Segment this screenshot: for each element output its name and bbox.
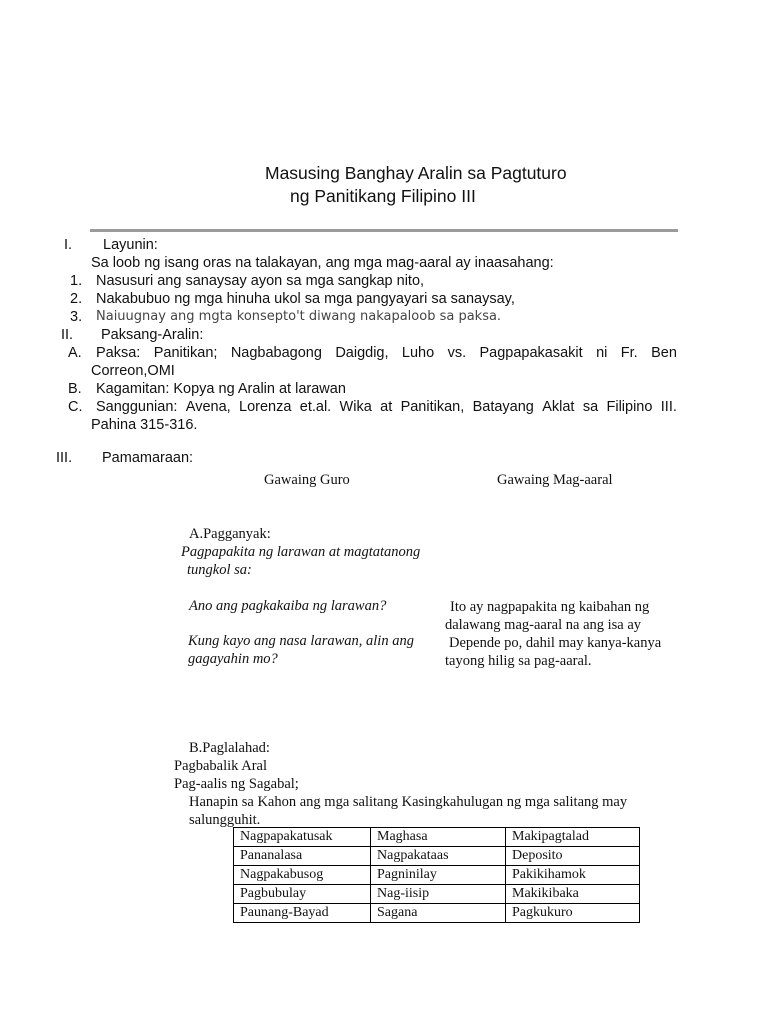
sanggunian-word: Avena,: [185, 399, 231, 415]
sanggunian-word: Aklat: [542, 399, 575, 415]
table-cell: Sagana: [371, 904, 506, 923]
student-answer: dalawang mag-aaral na ang isa ay: [445, 617, 642, 633]
item-letter: A.: [68, 345, 82, 361]
student-answer: Depende po, dahil may kanya-kanya: [449, 635, 662, 651]
pagganyak-question: Ano ang pagkakaiba ng larawan?: [189, 598, 387, 614]
objective-number: 3.: [70, 309, 83, 325]
objective-number: 1.: [70, 273, 83, 289]
table-row: [234, 885, 640, 904]
table-cell: Pakikihamok: [506, 866, 640, 885]
sanggunian-word: Filipino: [606, 399, 653, 415]
item-letter: C.: [68, 399, 83, 415]
paglalahad-line: Pag-aalis ng Sagabal;: [174, 776, 299, 792]
section-i-heading: Layunin:: [103, 237, 158, 253]
table-cell: Nag-iisip: [371, 885, 506, 904]
sanggunian-word: Panitikan,: [400, 399, 465, 415]
kagamitan-text: Kagamitan: Kopya ng Aralin at larawan: [96, 381, 346, 397]
paglalahad-instruction: Hanapin sa Kahon ang mga salitang Kasingkahulugan ng mga salitang may: [189, 794, 628, 810]
table-cell: Paunang-Bayad: [234, 904, 371, 923]
column-header-guro: Gawaing Guro: [264, 472, 350, 488]
section-iii-numeral: III.: [56, 450, 73, 466]
paglalahad-line: Pagbabalik Aral: [174, 758, 268, 774]
sanggunian-word: Wika: [339, 399, 372, 415]
paksa-word: Paksa:: [96, 345, 141, 361]
student-answer: tayong hilig sa pag-aaral.: [445, 653, 592, 669]
pagganyak-prompt: tungkol sa:: [187, 562, 252, 578]
table-cell: Pagbubulay: [234, 885, 371, 904]
section-ii-numeral: II.: [61, 327, 74, 343]
table-cell: Maghasa: [371, 828, 506, 847]
objective-text: Naiuugnay ang mgta konsepto't diwang nakapaloob sa paksa.: [96, 309, 502, 324]
paglalahad-instruction: salungguhit.: [189, 812, 261, 828]
sanggunian-word: Sanggunian:: [96, 399, 178, 415]
paksa-line-1: [96, 345, 677, 361]
table-cell: Makipagtalad: [506, 828, 640, 847]
table-cell: Makikibaka: [506, 885, 640, 904]
table-cell: Pananalasa: [234, 847, 371, 866]
sanggunian-word: III.: [660, 399, 677, 415]
title-divider: [90, 229, 678, 232]
paksa-word: ni: [596, 345, 608, 361]
sanggunian-line-2: Pahina 315-316.: [91, 417, 198, 433]
paksa-word: Fr.: [620, 345, 638, 361]
section-i-numeral: I.: [64, 237, 73, 253]
sanggunian-word: Batayang: [472, 399, 534, 415]
objective-text: Nakabubuo ng mga hinuha ukol sa mga pangyayari sa sanaysay,: [96, 291, 515, 307]
pagganyak-prompt: Pagpapakita ng larawan at magtatanong: [181, 544, 421, 560]
student-answer: Ito ay nagpapakita ng kaibahan ng: [450, 599, 650, 615]
pagganyak-question: Kung kayo ang nasa larawan, alin ang: [188, 633, 414, 649]
paksa-word: Pagpapakasakit: [479, 345, 583, 361]
paksa-word: Panitikan;: [153, 345, 218, 361]
table-cell: Pagninilay: [371, 866, 506, 885]
table-row: [234, 866, 640, 885]
synonym-word-table: [233, 827, 640, 923]
paglalahad-heading: B.Paglalahad:: [189, 740, 270, 756]
table-cell: Nagpakabusog: [234, 866, 371, 885]
title-line-2: ng Panitikang Filipino III: [290, 186, 476, 206]
table-cell: Nagpakataas: [371, 847, 506, 866]
table-cell: Deposito: [506, 847, 640, 866]
paksa-word: Nagbabagong: [230, 345, 322, 361]
sanggunian-line-1: [96, 399, 677, 415]
sanggunian-word: at: [380, 399, 393, 415]
paksa-word: vs.: [447, 345, 467, 361]
pagganyak-heading: A.Pagganyak:: [189, 526, 271, 542]
title-line-1: Masusing Banghay Aralin sa Pagtuturo: [265, 163, 567, 183]
pagganyak-question: gagayahin mo?: [188, 651, 278, 667]
sanggunian-word: et.al.: [299, 399, 332, 415]
objectives-intro: Sa loob ng isang oras na talakayan, ang mga mag-aaral ay inaasahang:: [91, 255, 554, 271]
paksa-word: Ben: [651, 345, 677, 361]
section-iii-heading: Pamamaraan:: [102, 450, 194, 466]
sanggunian-word: Lorenza: [239, 399, 292, 415]
table-row: [234, 904, 640, 923]
paksa-word: Daigdig,: [335, 345, 389, 361]
table-cell: Pagkukuro: [506, 904, 640, 923]
paksa-line-2: Correon,OMI: [91, 363, 175, 379]
column-header-magaaral: Gawaing Mag-aaral: [497, 472, 613, 488]
table-row: [234, 847, 640, 866]
table-cell: Nagpapakatusak: [234, 828, 371, 847]
objective-text: Nasusuri ang sanaysay ayon sa mga sangkap nito,: [96, 273, 425, 289]
sanggunian-word: sa: [582, 399, 599, 415]
item-letter: B.: [68, 381, 82, 397]
objective-number: 2.: [70, 291, 83, 307]
section-ii-heading: Paksang-Aralin:: [101, 327, 204, 343]
paksa-word: Luho: [401, 345, 435, 361]
table-row: [234, 828, 640, 847]
